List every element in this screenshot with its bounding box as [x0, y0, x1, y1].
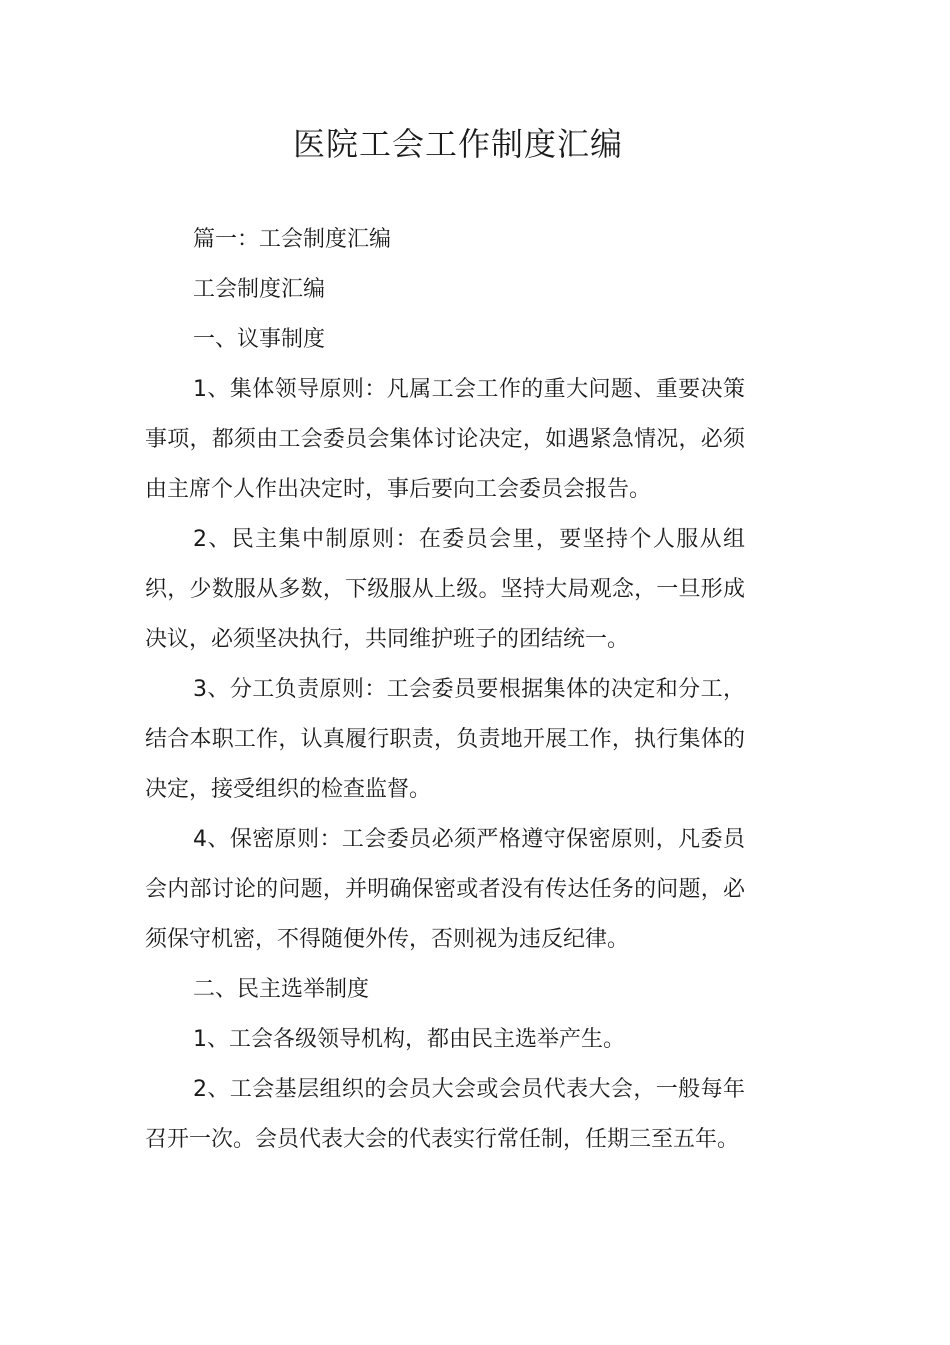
chapter-heading: 一、议事制度 [193, 327, 326, 352]
paragraph: 1、集体领导原则：凡属工会工作的重大问题、重要决策事项，都须由工会委员会集体讨论决定，如遇紧急情况，必须由主席个人作出决定时，事后要向工会委员会报告。 [145, 377, 745, 502]
paragraph: 3、分工负责原则：工会委员要根据集体的决定和分工，结合本职工作，认真履行职责，负责地开展工作，执行集体的决定，接受组织的检查监督。 [145, 677, 745, 802]
paragraph: 2、民主集中制原则：在委员会里，要坚持个人服从组织，少数服从多数，下级服从上级。坚持大局观念，一旦形成决议，必须坚决执行，共同维护班子的团结统一。 [145, 527, 745, 652]
paragraph: 4、保密原则：工会委员必须严格遵守保密原则，凡委员会内部讨论的问题，并明确保密或者没有传达任务的问题，必须保守机密，不得随便外传，否则视为违反纪律。 [145, 827, 745, 952]
document-body [145, 215, 745, 1165]
section-heading: 篇一：工会制度汇编 [193, 227, 392, 252]
chapter-heading: 二、民主选举制度 [193, 977, 370, 1002]
paragraph: 1、工会各级领导机构，都由民主选举产生。 [193, 1027, 625, 1052]
paragraph: 2、工会基层组织的会员大会或会员代表大会，一般每年召开一次。会员代表大会的代表实行常任制，任期三至五年。 [145, 1077, 745, 1152]
subsection-heading: 工会制度汇编 [193, 277, 326, 302]
document-title: 医院工会工作制度汇编 [292, 125, 623, 163]
